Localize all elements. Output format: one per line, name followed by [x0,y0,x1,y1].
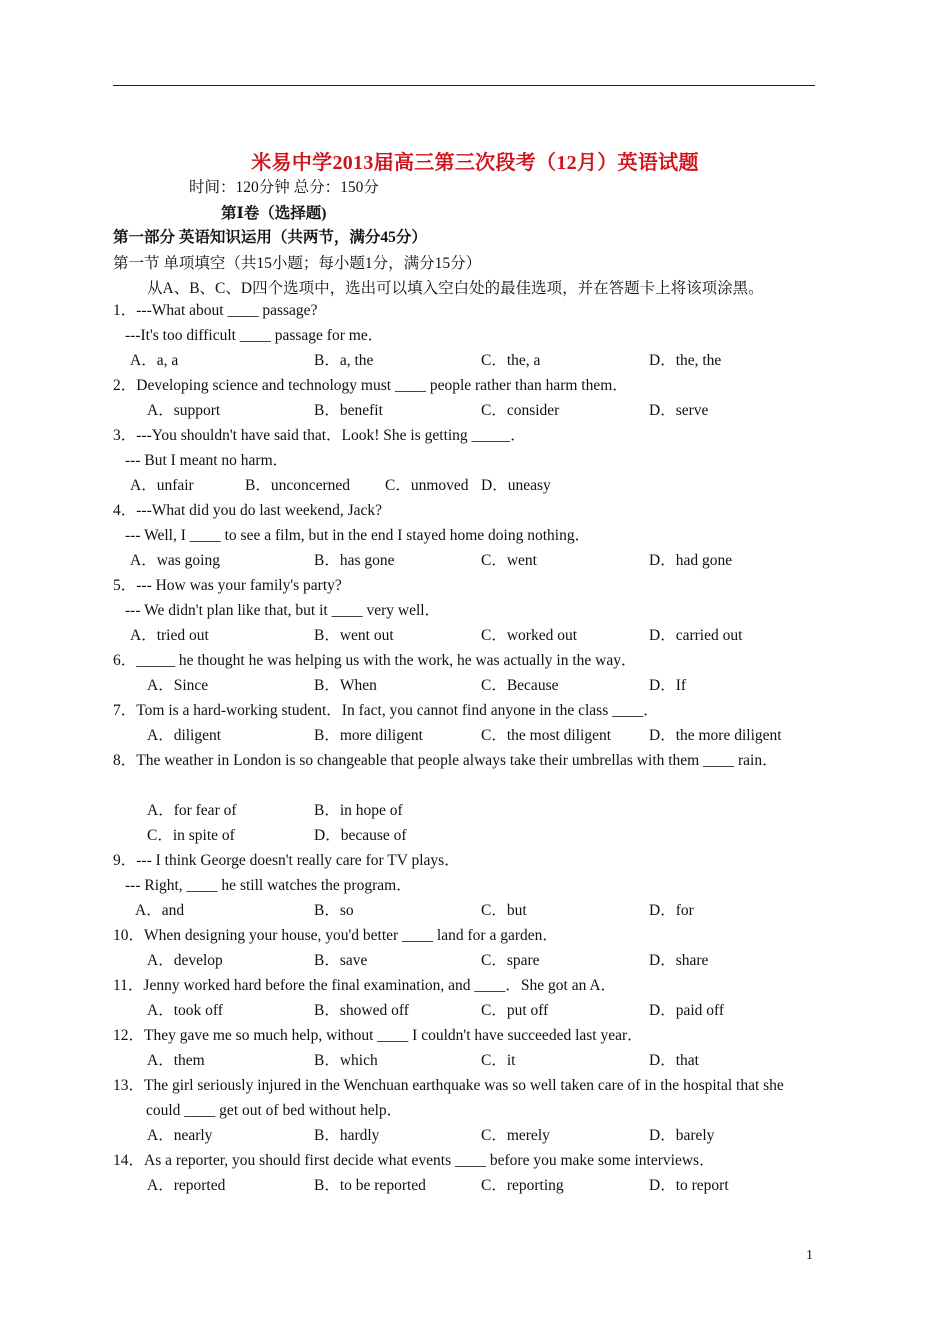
option-b: B．so [314,902,354,919]
option-d: D．barely [649,1127,715,1144]
exam-time-score: 时间：120分钟 总分：150分 [189,179,379,196]
option-b: B．went out [314,627,394,644]
option-c: C．merely [481,1127,550,1144]
option-b: B．showed off [314,1002,409,1019]
question-reply: --- But I meant no harm． [125,452,289,469]
option-c: C．the most diligent [481,727,612,744]
question-stem: 6．_____ he thought he was helping us with the work, he was actually in the way． [113,652,637,669]
option-d: D．uneasy [481,477,551,494]
option-c: C．put off [481,1002,549,1019]
option-c: C．Because [481,677,559,694]
option-b: B．which [314,1052,378,1069]
option-c: C．unmoved [385,477,469,494]
option-a: A．them [147,1052,205,1069]
option-a: A．tried out [130,627,209,644]
option-a: A．a, a [130,352,179,369]
header-rule [113,85,815,86]
option-d: D．serve [649,402,709,419]
option-c: C．in spite of [147,827,235,844]
option-b: B．a, the [314,352,374,369]
question-stem: 13．The girl seriously injured in the Wenchuan earthquake was so well taken care of in the hospital that she could ____ get out of bed without help． [113,1077,784,1119]
volume-heading: 第Ⅰ卷（选择题) [221,205,327,222]
question-stem: 1．---What about ____ passage? [113,302,318,319]
option-c: C．it [481,1052,516,1069]
option-c: C．worked out [481,627,578,644]
option-c: C．reporting [481,1177,564,1194]
option-a: A．Since [147,677,209,694]
option-a: A．nearly [147,1127,213,1144]
question-reply: ---It's too difficult ____ passage for me． [125,327,384,344]
option-a: A．unfair [130,477,194,494]
question-stem: 7．Tom is a hard-working student．In fact, you cannot find anyone in the class ____． [113,702,659,719]
question-reply: --- We didn't plan like that, but it ____ very well． [125,602,441,619]
part-heading: 第一部分 英语知识运用（共两节，满分45分） [113,229,427,246]
option-b: B．hardly [314,1127,380,1144]
option-b: B．has gone [314,552,395,569]
section-heading: 第一节 单项填空（共15小题；每小题1分，满分15分） [113,255,482,272]
option-d: D．had gone [649,552,733,569]
question-stem: 4．---What did you do last weekend, Jack? [113,502,383,519]
question-reply: --- Right, ____ he still watches the program． [125,877,412,894]
page-number: 1 [806,1248,813,1263]
option-b: B．benefit [314,402,383,419]
option-a: A．develop [147,952,223,969]
option-d: D．paid off [649,1002,725,1019]
option-d: D．for [649,902,694,919]
question-stem: 8．The weather in London is so changeable that people always take their umbrellas with them ____ rain． [113,752,778,769]
question-stem: 14．As a reporter, you should first decide what events ____ before you make some interviews． [113,1152,715,1169]
option-b: B．more diligent [314,727,423,744]
option-a: A．reported [147,1177,226,1194]
option-a: A．and [135,902,185,919]
option-b: B．unconcerned [245,477,351,494]
question-stem: 12．They gave me so much help, without ____ I couldn't have succeeded last year． [113,1027,643,1044]
question-stem: 3．---You shouldn't have said that．Look! She is getting _____． [113,427,526,444]
option-a: A．support [147,402,221,419]
option-b: B．save [314,952,368,969]
option-d: D．because of [314,827,407,844]
exam-title: 米易中学2013届高三第三次段考（12月）英语试题 [251,152,699,174]
question-stem: 2．Developing science and technology must ____ people rather than harm them． [113,377,628,394]
question-stem: 5．--- How was your family's party? [113,577,342,594]
option-c: C．spare [481,952,540,969]
option-d: D．share [649,952,709,969]
option-c: C．went [481,552,537,569]
option-b: B．to be reported [314,1177,426,1194]
option-b: B．in hope of [314,802,403,819]
question-stem: 9．--- I think George doesn't really care for TV plays． [113,852,460,869]
question-stem: 10．When designing your house, you'd better ____ land for a garden． [113,927,558,944]
option-d: D．to report [649,1177,729,1194]
option-a: A．for fear of [147,802,237,819]
option-d: D．that [649,1052,699,1069]
option-a: A．diligent [147,727,222,744]
option-d: D．the, the [649,352,722,369]
option-a: A．took off [147,1002,223,1019]
option-d: D．the more diligent [649,727,782,744]
option-b: B．When [314,677,377,694]
question-reply: --- Well, I ____ to see a film, but in the end I stayed home doing nothing． [125,527,591,544]
instruction-text: 从A、B、C、D四个选项中，选出可以填入空白处的最佳选项，并在答题卡上将该项涂黑。 [147,280,764,297]
option-c: C．consider [481,402,560,419]
option-c: C．but [481,902,527,919]
option-d: D．carried out [649,627,743,644]
option-a: A．was going [130,552,220,569]
question-stem: 11．Jenny worked hard before the final examination, and ____．She got an A． [113,977,617,994]
option-d: D．If [649,677,687,694]
option-c: C．the, a [481,352,541,369]
